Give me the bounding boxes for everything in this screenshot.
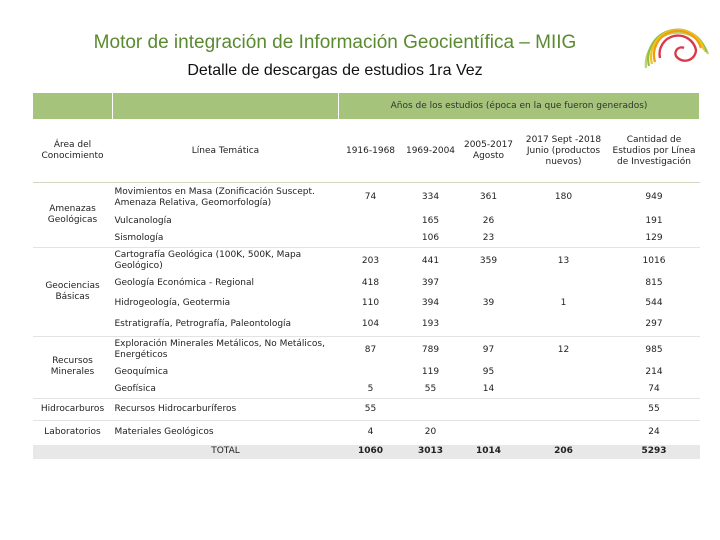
cell-c4 xyxy=(519,364,609,381)
cell-c4 xyxy=(519,399,609,421)
total-c4: 206 xyxy=(519,445,609,459)
cell-c5: 55 xyxy=(609,399,700,421)
cell-c4 xyxy=(519,314,609,336)
column-header-cantidad: Cantidad de Estudios por Línea de Investigación xyxy=(609,120,700,183)
cell-c5: 297 xyxy=(645,319,663,330)
column-header-2005-2017: 2005-2017 Agosto xyxy=(459,120,519,183)
cell-c2: 193 xyxy=(421,319,440,330)
cell-c3 xyxy=(459,314,519,336)
cell-c5: 74 xyxy=(648,384,660,394)
column-header-1916-1968: 1916-1968 xyxy=(339,120,403,183)
cell-c3: 359 xyxy=(459,247,519,275)
cell-c2: 441 xyxy=(403,247,459,275)
area-laboratorios: Laboratorios xyxy=(33,421,113,445)
page-subtitle: Detalle de descargas de estudios 1ra Vez xyxy=(187,62,483,79)
cell-c4 xyxy=(519,275,609,292)
cell-c1: 418 xyxy=(361,278,380,288)
spiral-rainbow-logo-icon xyxy=(636,6,716,86)
cell-c4 xyxy=(519,421,609,445)
cell-c5: 544 xyxy=(645,297,663,308)
cell-c4 xyxy=(519,381,609,399)
table-group-header-row xyxy=(33,93,700,120)
area-recursos: Recursos Minerales xyxy=(33,336,113,399)
cell-c4: 1 xyxy=(560,297,567,308)
cell-c5: 129 xyxy=(645,232,663,243)
cell-c1: 74 xyxy=(339,183,403,213)
cell-c4: 12 xyxy=(519,336,609,364)
cell-c1 xyxy=(339,230,403,248)
table-row xyxy=(33,292,700,314)
row-linea: Hidrogeología, Geotermia xyxy=(114,297,231,308)
table-row xyxy=(33,247,700,275)
row-linea: Exploración Minerales Metálicos, No Metálicos, Energéticos xyxy=(113,336,339,364)
cell-c3 xyxy=(459,399,519,421)
cell-c5: 949 xyxy=(609,183,700,213)
cell-c2: 106 xyxy=(421,232,440,243)
row-linea: Estratigrafía, Petrografía, Paleontología xyxy=(114,319,292,330)
cell-c5: 214 xyxy=(645,367,663,377)
cell-c5: 191 xyxy=(645,215,663,226)
column-header-2017-2018: 2017 Sept -2018 Junio (productos nuevos) xyxy=(519,120,609,183)
cell-c3: 95 xyxy=(482,367,495,377)
row-linea: Movimientos en Masa (Zonificación Suscept. Amenaza Relativa, Geomorfología) xyxy=(113,183,339,213)
cell-c4 xyxy=(519,213,609,230)
total-label: TOTAL xyxy=(113,445,339,459)
cell-c3: 14 xyxy=(482,384,495,394)
row-linea: Recursos Hidrocarburíferos xyxy=(113,399,339,421)
cell-c2 xyxy=(403,399,459,421)
cell-c5: 985 xyxy=(609,336,700,364)
row-linea: Materiales Geológicos xyxy=(113,421,339,445)
column-header-1969-2004: 1969-2004 xyxy=(403,120,459,183)
cell-c5: 815 xyxy=(645,278,663,288)
column-header-area: Área del Conocimiento xyxy=(33,120,113,183)
cell-c3: 97 xyxy=(459,336,519,364)
table-row xyxy=(33,421,700,445)
cell-c1 xyxy=(339,364,403,381)
row-linea: Cartografía Geológica (100K, 500K, Mapa Geológico) xyxy=(113,247,339,275)
cell-c2: 789 xyxy=(403,336,459,364)
cell-c4: 13 xyxy=(519,247,609,275)
cell-c4 xyxy=(519,230,609,248)
page-title: Motor de integración de Información Geocientífica – MIIG xyxy=(93,32,577,53)
total-c1: 1060 xyxy=(339,445,403,459)
cell-c1 xyxy=(339,213,403,230)
area-hidrocarburos: Hidrocarburos xyxy=(33,399,113,421)
row-linea: Geología Económica - Regional xyxy=(114,278,254,288)
cell-c1: 4 xyxy=(339,421,403,445)
cell-c3: 39 xyxy=(482,297,495,308)
row-linea: Vulcanología xyxy=(114,215,172,226)
row-linea: Geoquímica xyxy=(114,367,169,377)
table-row xyxy=(33,364,700,381)
cell-c3: 26 xyxy=(482,215,495,226)
total-c2: 3013 xyxy=(403,445,459,459)
cell-c3 xyxy=(459,275,519,292)
cell-c3 xyxy=(459,421,519,445)
total-c3: 1014 xyxy=(459,445,519,459)
table-row xyxy=(33,336,700,364)
row-linea: Sismología xyxy=(114,232,164,243)
table-row xyxy=(33,213,700,230)
table-row xyxy=(33,381,700,399)
cell-c2: 55 xyxy=(424,384,437,394)
total-row xyxy=(33,445,700,459)
cell-c1: 203 xyxy=(339,247,403,275)
column-header-linea: Línea Temática xyxy=(113,120,339,183)
total-c5: 5293 xyxy=(609,445,700,459)
cell-c2: 119 xyxy=(421,367,440,377)
cell-c3: 361 xyxy=(459,183,519,213)
area-amenazas: Amenazas Geológicas xyxy=(33,183,113,248)
row-linea: Geofísica xyxy=(114,384,156,394)
cell-c1: 87 xyxy=(339,336,403,364)
table-row xyxy=(33,399,700,421)
cell-c1: 5 xyxy=(367,384,374,394)
cell-c1: 110 xyxy=(361,297,380,308)
cell-c1: 104 xyxy=(361,319,380,330)
table-column-header-row xyxy=(33,120,700,183)
table-row xyxy=(33,314,700,336)
cell-c1: 55 xyxy=(339,399,403,421)
cell-c2: 394 xyxy=(421,297,440,308)
area-geociencias: Geociencias Básicas xyxy=(33,247,113,336)
table-row xyxy=(33,230,700,248)
cell-c5: 1016 xyxy=(609,247,700,275)
years-group-header: Años de los estudios (época en la que fueron generados) xyxy=(339,93,700,120)
table-row xyxy=(33,183,700,213)
cell-c2: 397 xyxy=(421,278,440,288)
cell-c2: 334 xyxy=(403,183,459,213)
cell-c3: 23 xyxy=(482,232,495,243)
cell-c4: 180 xyxy=(519,183,609,213)
table-row xyxy=(33,275,700,292)
cell-c2: 20 xyxy=(403,421,459,445)
cell-c5: 24 xyxy=(609,421,700,445)
cell-c2: 165 xyxy=(421,215,440,226)
downloads-table xyxy=(32,92,700,459)
